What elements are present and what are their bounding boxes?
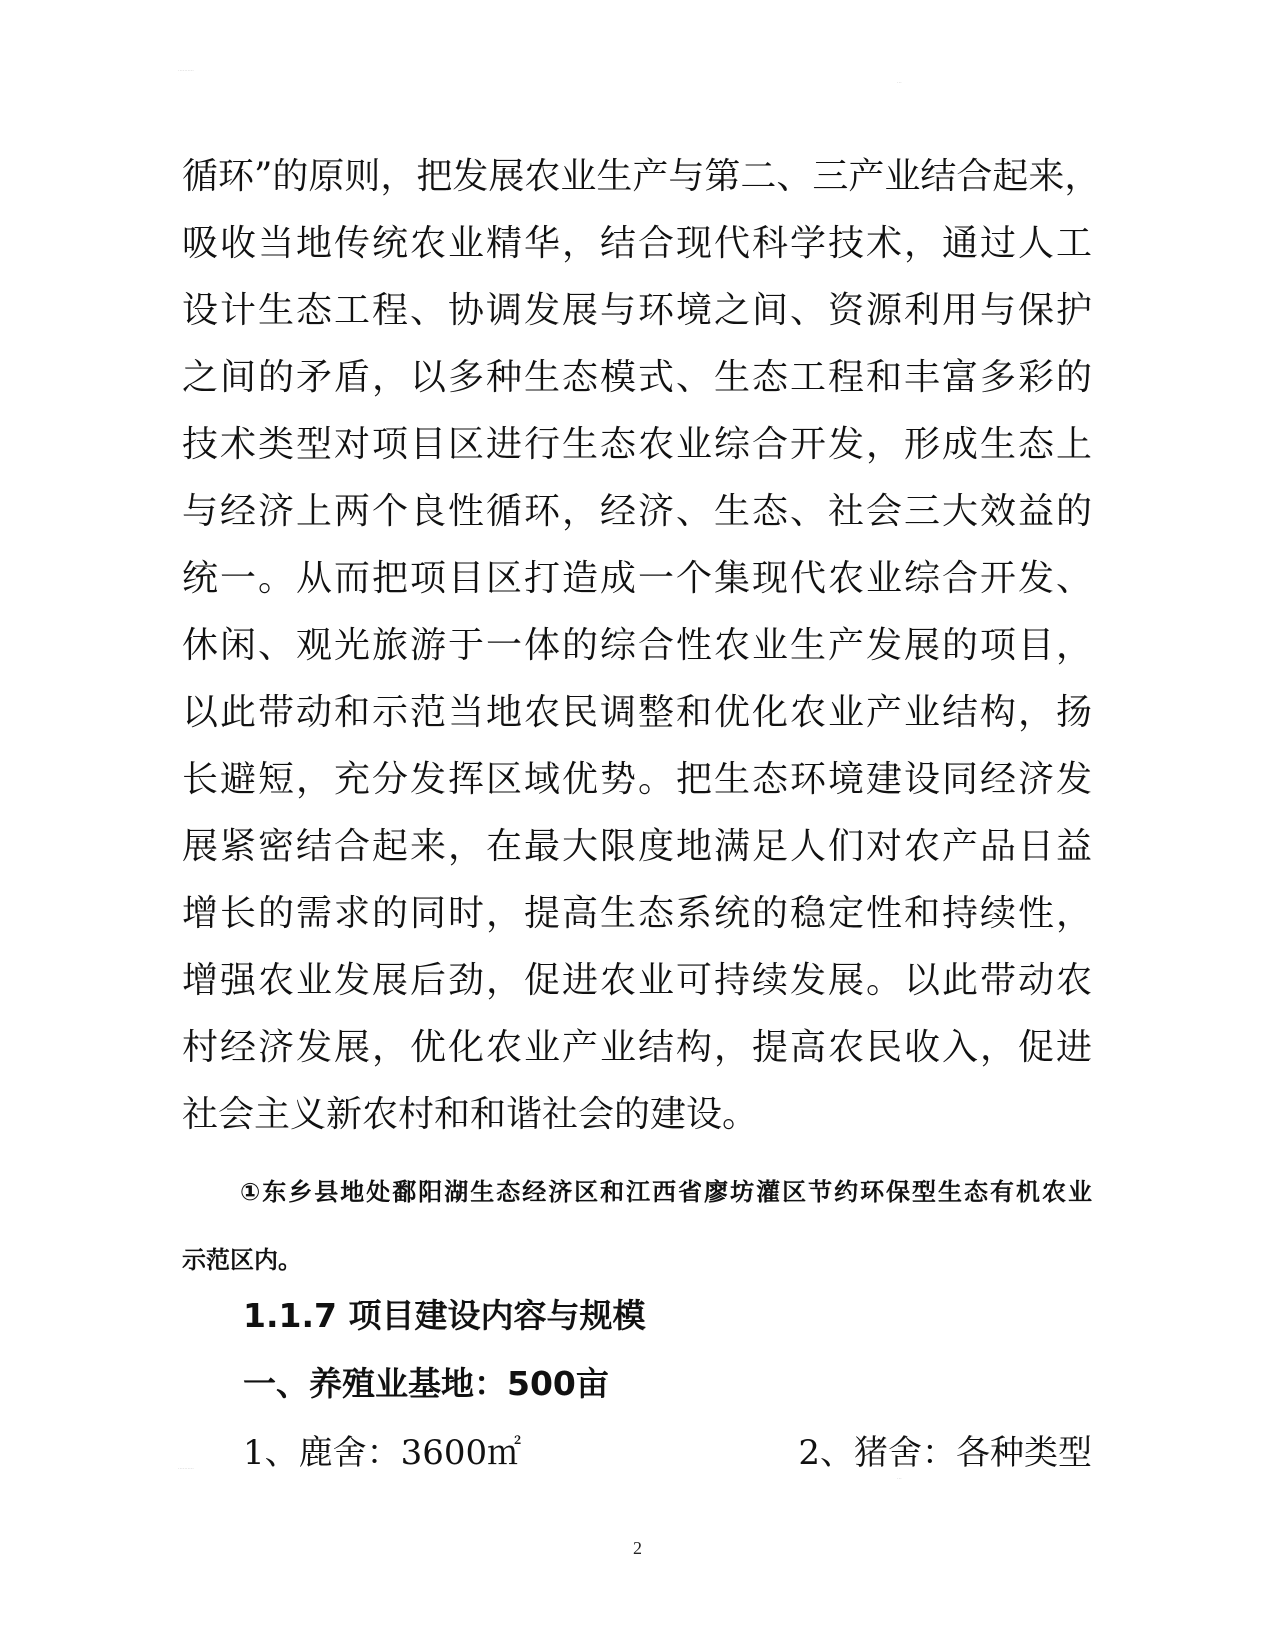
- list-item-deer-shed: 1、鹿舍：3600㎡: [243, 1433, 522, 1473]
- body-line: 统一。从而把项目区打造成一个集现代农业综合开发、: [182, 558, 1092, 599]
- footer-mark-right: ···: [897, 1476, 902, 1482]
- footer-mark-left: ··········: [178, 1466, 194, 1472]
- body-line: 社会主义新农村和和谐社会的建设。: [182, 1094, 759, 1135]
- body-line: 休闲、观光旅游于一体的综合性农业生产发展的项目，: [182, 625, 1092, 666]
- body-line: 技术类型对项目区进行生态农业综合开发，形成生态上: [182, 424, 1092, 465]
- body-line: 与经济上两个良性循环，经济、生态、社会三大效益的: [182, 491, 1092, 532]
- body-line: 以此带动和示范当地农民调整和优化农业产业结构，扬: [182, 692, 1092, 733]
- section-heading: 1.1.7 项目建设内容与规模: [243, 1296, 646, 1335]
- header-mark-left: ··········: [178, 68, 194, 74]
- sub-heading: 一、养殖业基地：500亩: [243, 1364, 609, 1403]
- page-number: 2: [633, 1538, 642, 1558]
- body-line: 村经济发展，优化农业产业结构，提高农民收入，促进: [182, 1027, 1092, 1068]
- footnote-line-2: 示范区内。: [182, 1246, 302, 1274]
- body-line: 吸收当地传统农业精华，结合现代科学技术，通过人工: [182, 223, 1092, 264]
- body-line: 展紧密结合起来，在最大限度地满足人们对农产品日益: [182, 826, 1092, 867]
- body-line: 增强农业发展后劲，促进农业可持续发展。以此带动农: [182, 960, 1092, 1001]
- body-line: 增长的需求的同时，提高生态系统的稳定性和持续性，: [182, 893, 1092, 934]
- header-mark-right: ···: [897, 80, 902, 86]
- body-line: 循环”的原则，把发展农业生产与第二、三产业结合起来，: [182, 156, 1101, 197]
- footnote-line-1: ①东乡县地处鄱阳湖生态经济区和江西省廖坊灌区节约环保型生态有机农业: [240, 1178, 1092, 1206]
- list-item-pig-shed: 2、猪舍：各种类型: [798, 1433, 1092, 1473]
- body-line: 长避短，充分发挥区域优势。把生态环境建设同经济发: [182, 759, 1092, 800]
- body-line: 设计生态工程、协调发展与环境之间、资源利用与保护: [182, 290, 1092, 331]
- body-line: 之间的矛盾，以多种生态模式、生态工程和丰富多彩的: [182, 357, 1092, 398]
- body-paragraph: [182, 143, 1101, 1148]
